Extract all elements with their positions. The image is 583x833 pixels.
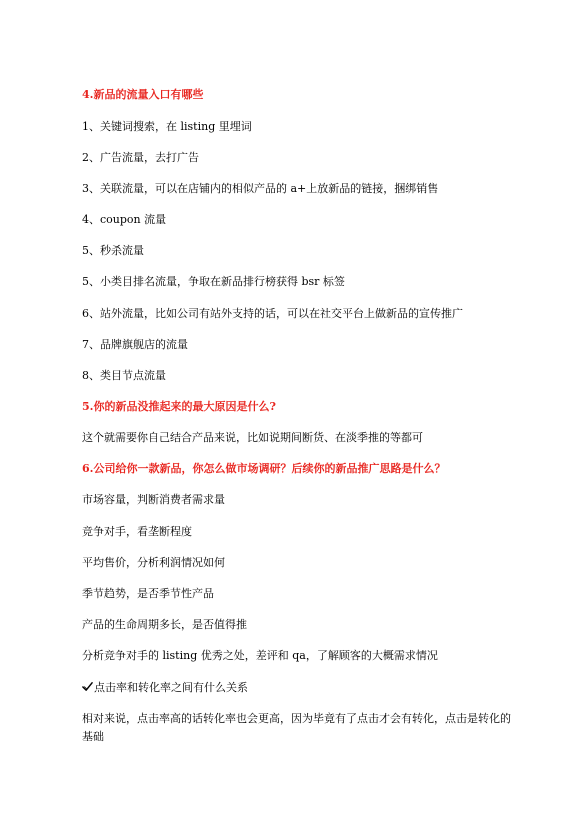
list-item: 3、关联流量，可以在店铺内的相似产品的 a+上放新品的链接，捆绑销售 xyxy=(82,182,439,195)
answer-item: 分析竞争对手的 listing 优秀之处，差评和 qa，了解顾客的大概需求情况 xyxy=(82,649,438,662)
section-heading-4: 4.新品的流量入口有哪些 xyxy=(82,88,204,101)
section-heading-5: 5.你的新品没推起来的最大原因是什么? xyxy=(82,400,276,413)
answer-item: 竞争对手，看垄断程度 xyxy=(82,525,192,538)
answer-item: 平均售价，分析利润情况如何 xyxy=(82,556,225,569)
list-item: 6、站外流量，比如公司有站外支持的话，可以在社交平台上做新品的宣传推广 xyxy=(82,307,463,320)
answer-item: 季节趋势，是否季节性产品 xyxy=(82,587,214,600)
question-7 xyxy=(82,679,522,697)
list-item: 2、广告流量，去打广告 xyxy=(82,151,199,164)
list-item: 5、小类目排名流量，争取在新品排行榜获得 bsr 标签 xyxy=(82,275,345,288)
answer-item: 产品的生命周期多长，是否值得推 xyxy=(82,618,247,631)
answer-item: 市场容量，判断消费者需求量 xyxy=(82,493,225,506)
section-heading-6: 6.公司给你一款新品，你怎么做市场调研？后续你的新品推广思路是什么？ xyxy=(82,462,446,475)
list-item: 7、品牌旗舰店的流量 xyxy=(82,338,188,351)
question-7-text: 点击率和转化率之间有什么关系 xyxy=(94,681,248,694)
list-item: 8、类目节点流量 xyxy=(82,369,166,382)
answer-paragraph: 这个就需要你自己结合产品来说，比如说期间断货、在淡季推的等都可 xyxy=(82,431,423,444)
list-item: 5、秒杀流量 xyxy=(82,244,144,257)
list-item: 4、coupon 流量 xyxy=(82,213,167,226)
check-mark-icon xyxy=(82,681,93,692)
answer-paragraph: 相对来说，点击率高的话转化率也会更高，因为毕竟有了点击才会有转化，点击是转化的基础 xyxy=(82,712,511,743)
list-item: 1、关键词搜索，在 listing 里埋词 xyxy=(82,120,252,133)
